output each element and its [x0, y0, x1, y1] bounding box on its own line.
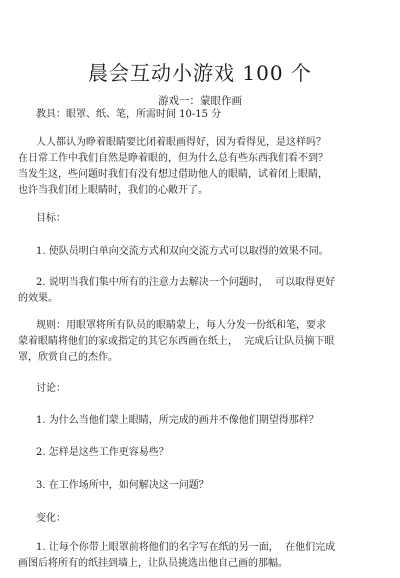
variation-line: 画图后将所有的纸挂到墙上，让队员挑选出他自己画的那幅。 [18, 558, 288, 569]
discussion-question-1: 1. 为什么当他们蒙上眼睛，所完成的画并不像他们期望得那样？ [36, 415, 319, 426]
game-subtitle: 游戏一：蒙眼作画 [158, 95, 242, 107]
goal-line: 的效果。 [18, 293, 58, 304]
intro-line: 也许当我们闭上眼睛时，我们的心敞开了。 [18, 185, 208, 196]
materials-line: 教具：眼罩、纸、笔，所需时间 10-15 分 [36, 109, 222, 120]
rules-line: 蒙着眼睛将他们的家或指定的其它东西画在纸上， 完成后让队员摘下眼 [18, 336, 335, 347]
variation-heading: 变化： [36, 513, 66, 524]
discussion-heading: 讨论： [36, 383, 66, 394]
intro-line: 在日常工作中我们自然是睁着眼的，但为什么总有些东西我们看不到？ [18, 153, 328, 164]
intro-line: 人人都认为睁着眼睛要比闭着眼画得好，因为看得见，是这样吗？ [36, 137, 326, 148]
discussion-question-2: 2. 怎样是这些工作更容易些？ [36, 447, 169, 458]
goal-line: 2. 说明当我们集中所有的注意力去解决一个问题时， 可以取得更好 [36, 277, 336, 288]
variation-line: 1. 让每个你带上眼罩前将他们的名字写在纸的另一面， 在他们完成 [36, 542, 336, 553]
discussion-question-3: 3. 在工作场所中，如何解决这一问题？ [36, 480, 209, 491]
goal-item-1: 1. 使队员明白单向交流方式和双向交流方式可以取得的效果不同。 [36, 246, 329, 257]
rules-line: 罩，欣赏自己的杰作。 [18, 352, 118, 363]
rules-line: 规则：用眼罩将所有队员的眼睛蒙上，每人分发一份纸和笔，要求 [36, 320, 326, 331]
intro-line: 当发生这，些问题时我们有没有想过借助他人的眼睛，试着闭上眼睛， [18, 169, 328, 180]
document-title: 晨会互动小游戏 100 个 [88, 61, 312, 85]
goal-heading: 目标： [36, 213, 66, 224]
